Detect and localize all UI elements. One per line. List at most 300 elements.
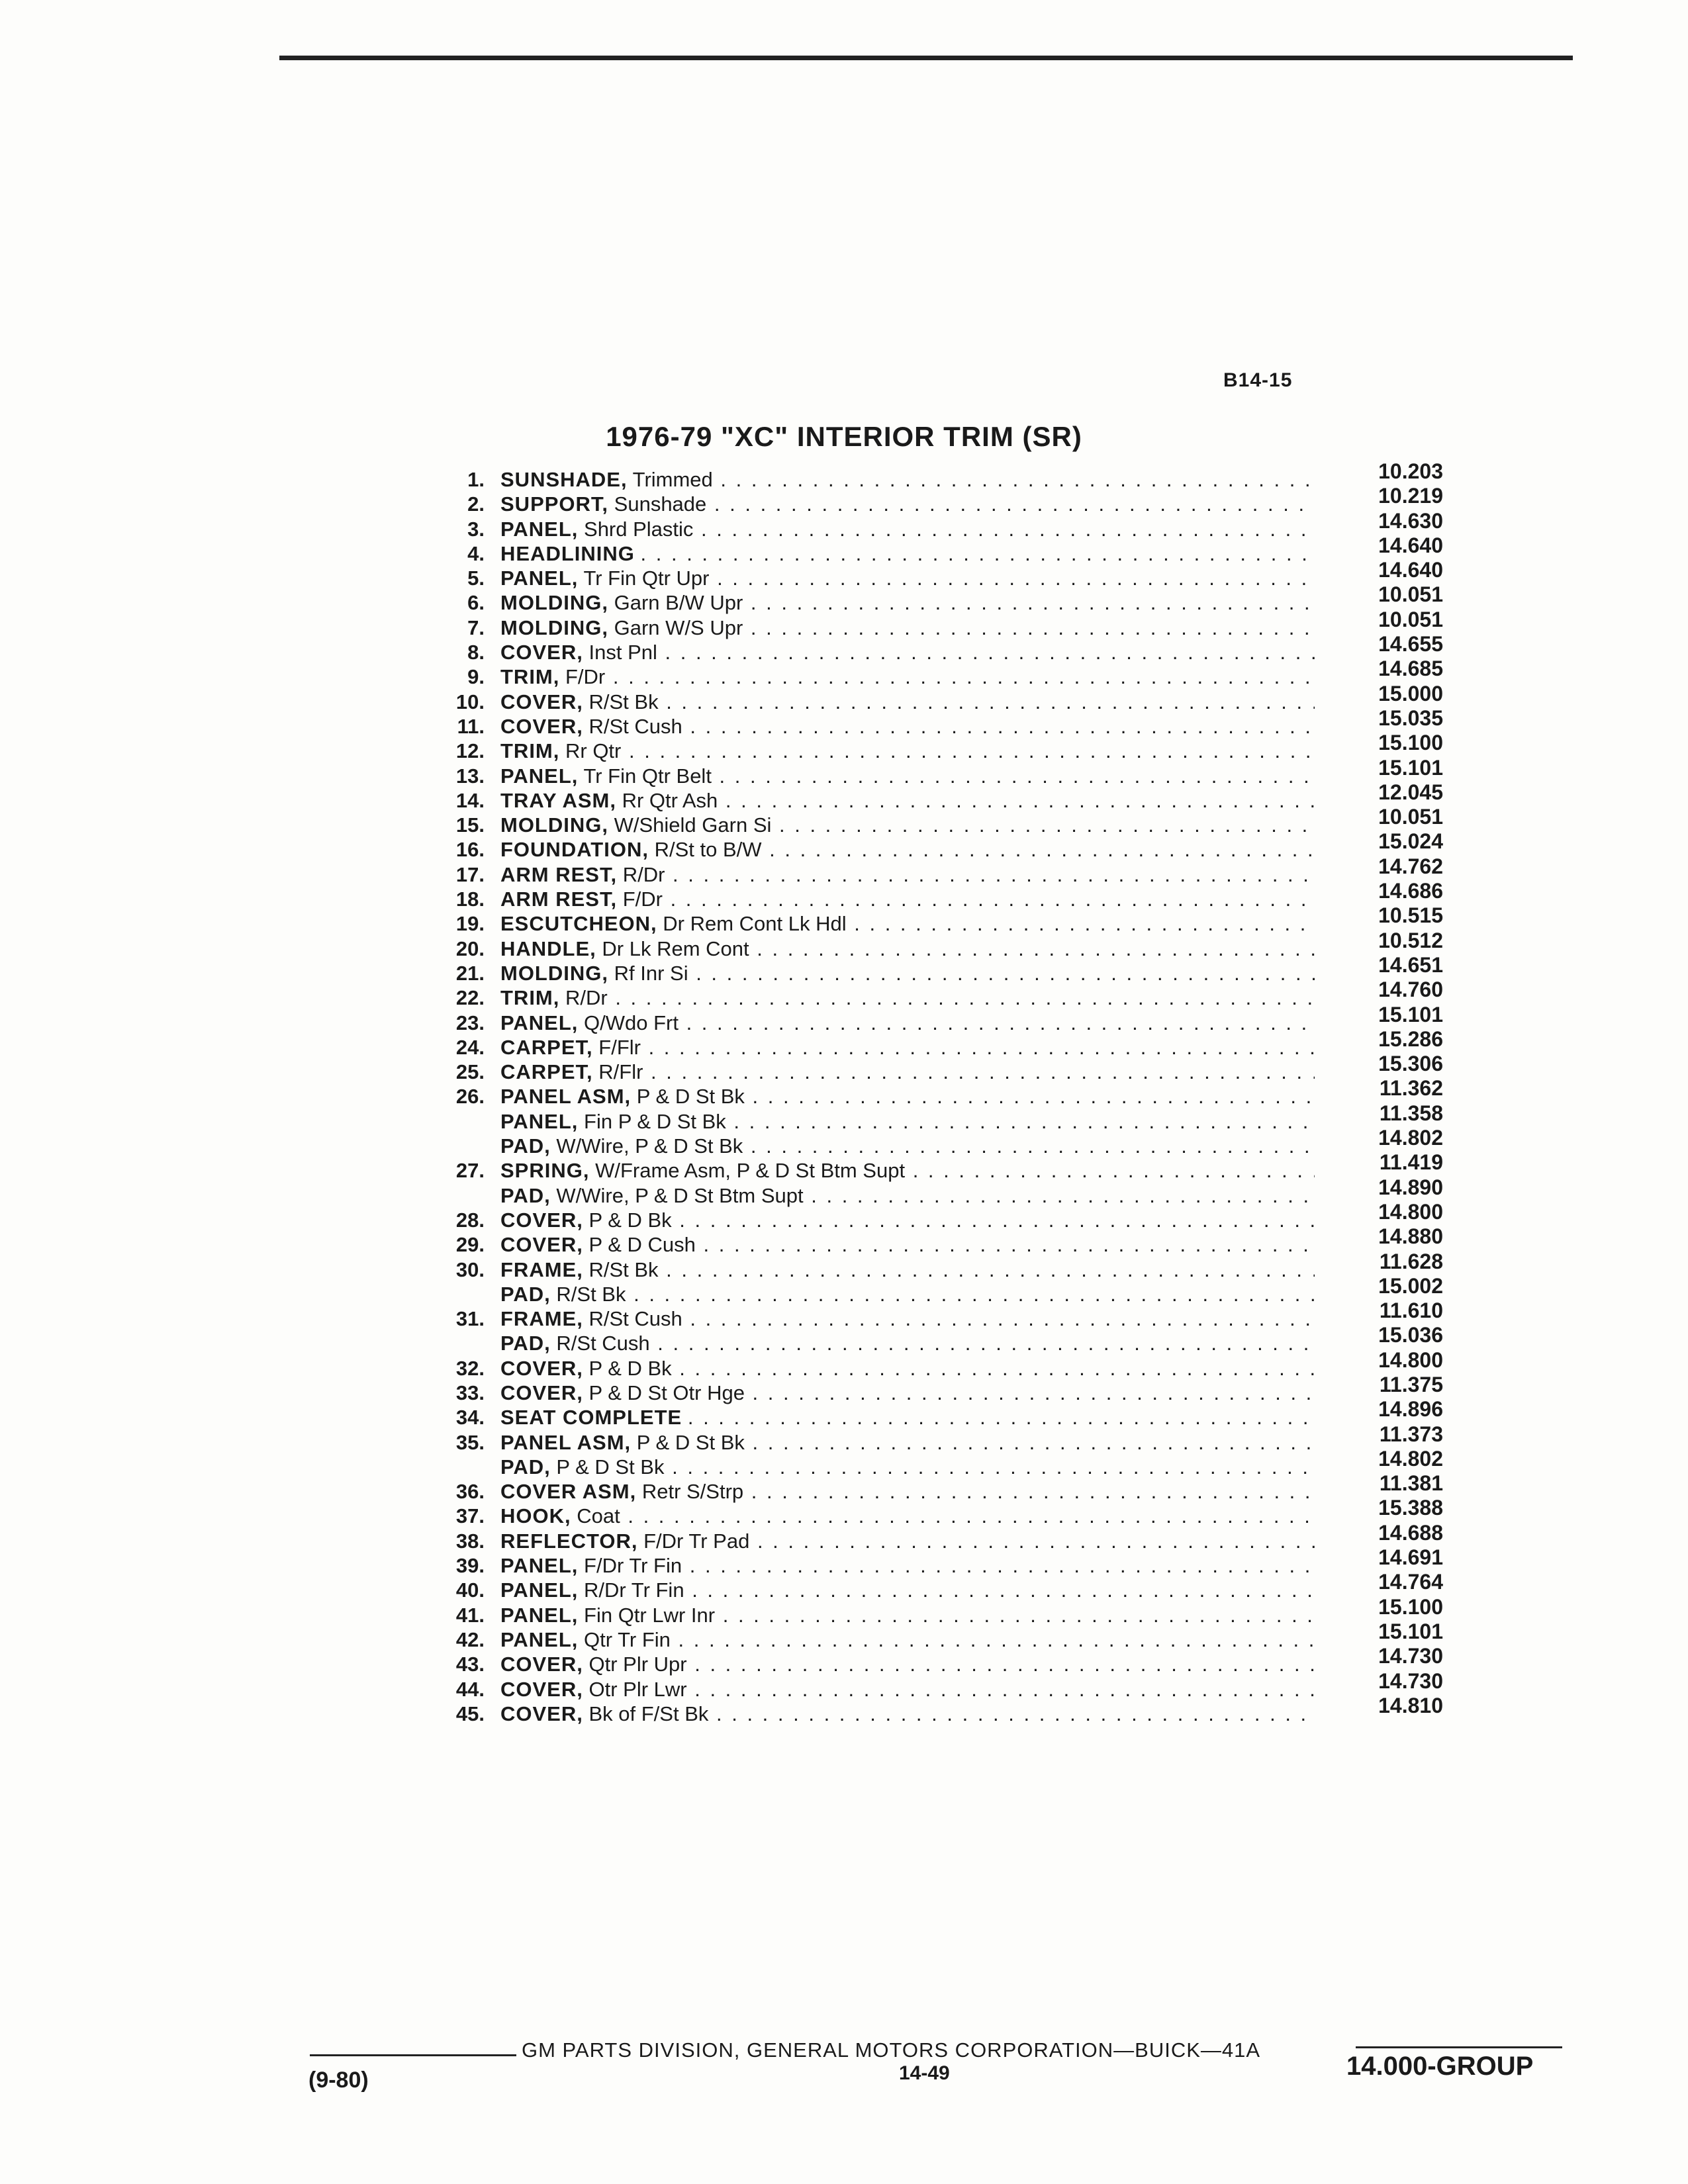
item-description: R/St Cush xyxy=(588,1307,682,1331)
item-group-number: 14.730 xyxy=(1378,1668,1443,1693)
item-label xyxy=(500,936,1315,961)
item-group-number: 15.101 xyxy=(1378,1619,1443,1643)
item-number: 7. xyxy=(467,615,485,639)
list-item xyxy=(424,632,1443,664)
item-group-number: 11.610 xyxy=(1379,1298,1443,1323)
item-description: R/Dr xyxy=(565,986,608,1010)
item-description: F/Dr Tr Pad xyxy=(643,1529,750,1553)
item-group-number: 14.688 xyxy=(1378,1520,1443,1545)
list-item xyxy=(424,780,1443,813)
item-number: 3. xyxy=(467,517,485,541)
item-number: 11. xyxy=(457,714,485,738)
item-label xyxy=(500,1306,1315,1331)
item-group-number: 14.685 xyxy=(1378,657,1443,681)
item-description: Trimmed xyxy=(632,468,713,491)
item-description: Inst Pnl xyxy=(588,641,657,664)
item-number: 37. xyxy=(455,1504,485,1528)
list-item xyxy=(424,1644,1443,1676)
item-label xyxy=(500,566,1315,590)
item-label xyxy=(500,1405,1315,1430)
item-label xyxy=(500,1282,1315,1306)
item-part-name: COVER, xyxy=(500,690,583,713)
item-label xyxy=(500,1479,1315,1504)
item-label xyxy=(500,714,1315,739)
item-part-name: MOLDING, xyxy=(500,961,608,985)
item-part-name: SEAT COMPLETE xyxy=(500,1406,682,1430)
item-label xyxy=(500,837,1315,862)
item-description: F/Dr xyxy=(565,665,606,689)
list-item xyxy=(424,459,1443,492)
item-part-name: SPRING, xyxy=(500,1159,590,1183)
page-code: B14-15 xyxy=(1223,369,1293,391)
item-number: 41. xyxy=(455,1603,485,1627)
item-group-number: 14.802 xyxy=(1378,1126,1443,1150)
item-number: 26. xyxy=(455,1085,485,1109)
item-number: 24. xyxy=(455,1035,485,1059)
item-label xyxy=(500,467,1315,492)
item-label xyxy=(500,764,1315,788)
item-number: 4. xyxy=(467,541,485,565)
item-description: Qtr Plr Upr xyxy=(588,1653,687,1676)
item-number: 34. xyxy=(455,1406,485,1430)
list-item xyxy=(424,1052,1443,1084)
item-label xyxy=(500,1158,1315,1183)
item-group-number: 14.762 xyxy=(1378,854,1443,878)
item-description: Dr Rem Cont Lk Hdl xyxy=(663,912,847,936)
list-item xyxy=(424,1372,1443,1405)
item-description: Fin P & D St Bk xyxy=(584,1109,726,1133)
item-description: Qtr Tr Fin xyxy=(584,1627,671,1651)
item-description: W/Frame Asm, P & D St Btm Supt xyxy=(595,1159,906,1183)
item-group-number: 10.512 xyxy=(1378,928,1443,952)
item-group-number: 14.800 xyxy=(1378,1347,1443,1372)
item-part-name: COVER ASM, xyxy=(500,1480,637,1504)
list-item xyxy=(424,484,1443,516)
item-description: Rr Qtr xyxy=(565,739,622,763)
item-label xyxy=(500,1011,1315,1035)
item-part-name: COVER, xyxy=(500,1233,583,1257)
item-description: R/St Cush xyxy=(556,1332,650,1355)
item-number: 31. xyxy=(455,1307,485,1331)
item-label xyxy=(500,1553,1315,1578)
item-number: 32. xyxy=(455,1356,485,1380)
item-part-name: MOLDING, xyxy=(500,591,608,615)
item-part-name: CARPET, xyxy=(500,1035,593,1059)
list-item xyxy=(424,1693,1443,1726)
item-number: 25. xyxy=(455,1060,485,1084)
list-item xyxy=(424,854,1443,887)
item-part-name: PANEL, xyxy=(500,1578,579,1602)
list-item xyxy=(424,1002,1443,1035)
item-part-name: COVER, xyxy=(500,1653,583,1676)
item-group-number: 10.203 xyxy=(1378,459,1443,483)
item-group-number: 14.760 xyxy=(1378,978,1443,1002)
item-number: 17. xyxy=(455,862,485,886)
item-description: R/St Bk xyxy=(588,1257,659,1281)
item-part-name: COVER, xyxy=(500,1208,583,1232)
item-part-name: PAD, xyxy=(500,1332,551,1355)
item-number: 40. xyxy=(455,1578,485,1602)
item-part-name: COVER, xyxy=(500,1677,583,1701)
list-item xyxy=(424,1347,1443,1381)
item-number: 43. xyxy=(455,1653,485,1676)
list-item xyxy=(424,1668,1443,1702)
item-description: W/Shield Garn Si xyxy=(614,813,772,837)
item-label xyxy=(500,1627,1315,1652)
item-number: 45. xyxy=(455,1702,485,1725)
item-part-name: PANEL ASM, xyxy=(500,1430,632,1454)
item-part-name: PAD, xyxy=(500,1282,551,1306)
item-label xyxy=(500,1652,1315,1676)
list-item xyxy=(424,755,1443,788)
list-item xyxy=(424,1520,1443,1553)
item-number: 20. xyxy=(455,936,485,960)
item-group-number: 11.358 xyxy=(1379,1101,1443,1125)
item-number: 44. xyxy=(455,1677,485,1701)
item-group-number: 15.100 xyxy=(1378,731,1443,755)
item-number: 28. xyxy=(455,1208,485,1232)
item-part-name: PANEL, xyxy=(500,764,579,788)
footer-rule-left xyxy=(310,2054,516,2056)
item-label xyxy=(500,1603,1315,1627)
item-number: 8. xyxy=(467,641,485,664)
item-label xyxy=(500,788,1315,813)
item-description: W/Wire, P & D St Bk xyxy=(556,1134,743,1158)
item-description: Garn W/S Upr xyxy=(614,615,743,639)
item-part-name: FRAME, xyxy=(500,1257,583,1281)
item-label xyxy=(500,1060,1315,1084)
item-part-name: HOOK, xyxy=(500,1504,571,1528)
footer-group-label: 14.000-GROUP xyxy=(1346,2052,1534,2081)
list-item xyxy=(424,1570,1443,1602)
page-title: 1976-79 "XC" INTERIOR TRIM (SR) xyxy=(606,421,1082,452)
item-label xyxy=(500,1356,1315,1381)
item-group-number: 10.219 xyxy=(1378,484,1443,508)
item-label xyxy=(500,1035,1315,1060)
list-item xyxy=(424,705,1443,739)
item-label xyxy=(500,640,1315,664)
item-label xyxy=(500,541,1315,566)
item-number: 22. xyxy=(455,986,485,1010)
item-part-name: CARPET, xyxy=(500,1060,593,1084)
item-label xyxy=(500,1257,1315,1282)
item-description: R/Dr xyxy=(622,862,665,886)
item-group-number: 14.896 xyxy=(1378,1397,1443,1422)
item-part-name: HANDLE, xyxy=(500,936,596,960)
item-group-number: 11.375 xyxy=(1379,1372,1443,1396)
item-part-name: COVER, xyxy=(500,1356,583,1380)
list-item xyxy=(424,533,1443,566)
list-item xyxy=(424,1126,1443,1158)
item-description: F/Dr xyxy=(622,887,663,911)
item-description: R/St Bk xyxy=(588,690,659,713)
item-part-name: PANEL, xyxy=(500,517,579,541)
item-label xyxy=(500,887,1315,911)
list-item xyxy=(424,1594,1443,1627)
list-item xyxy=(424,1422,1443,1455)
item-group-number: 12.045 xyxy=(1378,780,1443,804)
footer-rule-right xyxy=(1356,2046,1562,2048)
list-item xyxy=(424,558,1443,590)
item-group-number: 15.100 xyxy=(1378,1594,1443,1619)
parts-list xyxy=(424,459,1443,1726)
item-part-name: FOUNDATION, xyxy=(500,838,649,862)
item-number: 2. xyxy=(467,492,485,516)
list-item xyxy=(424,1101,1443,1134)
item-part-name: TRIM, xyxy=(500,986,560,1010)
list-item xyxy=(424,1249,1443,1282)
item-description: P & D St Otr Hge xyxy=(588,1381,745,1404)
item-group-number: 15.000 xyxy=(1378,681,1443,705)
item-number: 35. xyxy=(455,1430,485,1454)
list-item xyxy=(424,1471,1443,1504)
item-group-number: 10.051 xyxy=(1378,805,1443,829)
item-group-number: 10.515 xyxy=(1378,903,1443,928)
item-group-number: 14.802 xyxy=(1378,1446,1443,1471)
item-number: 12. xyxy=(455,739,485,763)
item-label xyxy=(500,1381,1315,1405)
item-group-number: 14.880 xyxy=(1378,1224,1443,1249)
item-number: 27. xyxy=(455,1159,485,1183)
item-group-number: 15.024 xyxy=(1378,829,1443,854)
item-label xyxy=(500,739,1315,763)
item-label xyxy=(500,1578,1315,1602)
item-description: Tr Fin Qtr Upr xyxy=(583,567,710,590)
list-item xyxy=(424,978,1443,1010)
list-item xyxy=(424,1496,1443,1528)
item-part-name: MOLDING, xyxy=(500,813,608,837)
item-part-name: PAD, xyxy=(500,1134,551,1158)
item-number: 36. xyxy=(455,1480,485,1504)
item-group-number: 14.651 xyxy=(1378,952,1443,977)
footer-date: (9-80) xyxy=(308,2068,369,2093)
item-description: R/St to B/W xyxy=(654,838,762,862)
item-part-name: COVER, xyxy=(500,1702,583,1725)
item-description: P & D Bk xyxy=(588,1356,672,1380)
item-part-name: SUNSHADE, xyxy=(500,468,628,491)
list-item xyxy=(424,1545,1443,1578)
item-group-number: 10.051 xyxy=(1378,582,1443,607)
item-label xyxy=(500,985,1315,1010)
item-group-number: 11.628 xyxy=(1379,1249,1443,1273)
item-description: F/Dr Tr Fin xyxy=(584,1554,682,1578)
item-part-name: FRAME, xyxy=(500,1307,583,1331)
item-description: Garn B/W Upr xyxy=(614,591,743,615)
item-part-name: PANEL, xyxy=(500,567,579,590)
item-group-number: 15.306 xyxy=(1378,1052,1443,1076)
item-part-name: HEADLINING xyxy=(500,541,635,565)
item-description: W/Wire, P & D St Btm Supt xyxy=(556,1183,804,1207)
item-number: 16. xyxy=(455,838,485,862)
list-item xyxy=(424,1175,1443,1208)
item-number: 9. xyxy=(467,665,485,689)
list-item xyxy=(424,1273,1443,1306)
item-description: Q/Wdo Frt xyxy=(584,1011,679,1034)
item-part-name: SUPPORT, xyxy=(500,492,609,516)
item-number: 29. xyxy=(455,1233,485,1257)
item-label xyxy=(500,492,1315,516)
item-description: R/Flr xyxy=(598,1060,643,1084)
item-label xyxy=(500,1084,1315,1109)
item-number: 10. xyxy=(455,690,485,713)
item-description: Rr Qtr Ash xyxy=(622,788,718,812)
item-group-number: 15.388 xyxy=(1378,1496,1443,1520)
item-part-name: ARM REST, xyxy=(500,887,618,911)
item-description: Sunshade xyxy=(614,492,707,516)
item-group-number: 15.036 xyxy=(1378,1323,1443,1347)
item-group-number: 14.655 xyxy=(1378,632,1443,657)
item-label xyxy=(500,690,1315,714)
item-label xyxy=(500,1455,1315,1479)
item-label xyxy=(500,517,1315,541)
item-description: R/Dr Tr Fin xyxy=(584,1578,684,1602)
item-description: Shrd Plastic xyxy=(584,517,694,541)
item-part-name: PANEL ASM, xyxy=(500,1085,632,1109)
item-part-name: TRIM, xyxy=(500,665,560,689)
item-number: 13. xyxy=(455,764,485,788)
item-part-name: TRIM, xyxy=(500,739,560,763)
item-part-name: PANEL, xyxy=(500,1554,579,1578)
item-description: P & D St Bk xyxy=(556,1455,665,1479)
item-part-name: TRAY ASM, xyxy=(500,788,616,812)
item-label xyxy=(500,615,1315,640)
item-description: Otr Plr Lwr xyxy=(588,1677,687,1701)
item-part-name: PAD, xyxy=(500,1183,551,1207)
top-rule xyxy=(279,56,1573,60)
item-label xyxy=(500,1183,1315,1208)
item-label xyxy=(500,1109,1315,1134)
list-item xyxy=(424,879,1443,911)
item-group-number: 14.730 xyxy=(1378,1644,1443,1668)
item-label xyxy=(500,1504,1315,1528)
item-description: Coat xyxy=(577,1504,620,1528)
item-number: 5. xyxy=(467,567,485,590)
item-part-name: ARM REST, xyxy=(500,862,618,886)
item-group-number: 14.686 xyxy=(1378,879,1443,903)
item-number: 33. xyxy=(455,1381,485,1404)
list-item xyxy=(424,829,1443,862)
item-description: R/St Cush xyxy=(588,714,682,738)
item-label xyxy=(500,1208,1315,1232)
footer-division: GM PARTS DIVISION, GENERAL MOTORS CORPORATION—BUICK—41A xyxy=(522,2038,1261,2062)
item-description: Fin Qtr Lwr Inr xyxy=(584,1603,716,1627)
item-group-number: 11.419 xyxy=(1379,1150,1443,1175)
list-item xyxy=(424,1150,1443,1183)
list-item xyxy=(424,1199,1443,1232)
list-item xyxy=(424,1446,1443,1479)
item-part-name: PAD, xyxy=(500,1455,551,1479)
item-number: 6. xyxy=(467,591,485,615)
item-part-name: COVER, xyxy=(500,714,583,738)
item-label xyxy=(500,961,1315,985)
item-group-number: 15.286 xyxy=(1378,1026,1443,1051)
item-description: R/St Bk xyxy=(556,1282,626,1306)
item-number: 30. xyxy=(455,1257,485,1281)
item-description: Retr S/Strp xyxy=(641,1480,744,1504)
item-description: Dr Lk Rem Cont xyxy=(602,936,749,960)
item-description: Rf Inr Si xyxy=(614,961,688,985)
item-part-name: PANEL, xyxy=(500,1011,579,1034)
item-group-number: 15.101 xyxy=(1378,755,1443,780)
list-item xyxy=(424,1323,1443,1355)
item-group-number: 15.101 xyxy=(1378,1002,1443,1026)
item-group-number: 11.373 xyxy=(1379,1422,1443,1446)
item-description: Tr Fin Qtr Belt xyxy=(583,764,712,788)
item-group-number: 11.362 xyxy=(1379,1076,1443,1101)
item-number: 38. xyxy=(455,1529,485,1553)
item-part-name: PANEL, xyxy=(500,1603,579,1627)
list-item xyxy=(424,731,1443,763)
list-item xyxy=(424,582,1443,615)
item-number: 39. xyxy=(455,1554,485,1578)
item-group-number: 14.640 xyxy=(1378,533,1443,557)
item-number: 42. xyxy=(455,1627,485,1651)
item-label xyxy=(500,1430,1315,1455)
list-item xyxy=(424,1619,1443,1652)
item-label xyxy=(500,1331,1315,1355)
item-group-number: 14.764 xyxy=(1378,1570,1443,1594)
item-part-name: PANEL, xyxy=(500,1627,579,1651)
list-item xyxy=(424,607,1443,640)
item-group-number: 14.800 xyxy=(1378,1199,1443,1224)
item-group-number: 14.890 xyxy=(1378,1175,1443,1199)
list-item xyxy=(424,1298,1443,1331)
item-label xyxy=(500,862,1315,887)
item-label xyxy=(500,911,1315,936)
item-part-name: COVER, xyxy=(500,1381,583,1404)
item-label xyxy=(500,813,1315,837)
item-group-number: 15.002 xyxy=(1378,1273,1443,1298)
list-item xyxy=(424,928,1443,961)
item-part-name: ESCUTCHEON, xyxy=(500,912,657,936)
list-item xyxy=(424,903,1443,936)
item-group-number: 10.051 xyxy=(1378,607,1443,631)
item-label xyxy=(500,1702,1315,1726)
item-number: 14. xyxy=(455,788,485,812)
item-number: 21. xyxy=(455,961,485,985)
item-group-number: 14.810 xyxy=(1378,1693,1443,1717)
list-item xyxy=(424,657,1443,689)
item-number: 18. xyxy=(455,887,485,911)
item-label xyxy=(500,1232,1315,1257)
item-description: P & D St Bk xyxy=(636,1085,745,1109)
item-part-name: MOLDING, xyxy=(500,615,608,639)
item-group-number: 15.035 xyxy=(1378,705,1443,730)
item-number: 23. xyxy=(455,1011,485,1034)
item-description: P & D Bk xyxy=(588,1208,672,1232)
item-group-number: 14.640 xyxy=(1378,558,1443,582)
item-group-number: 14.691 xyxy=(1378,1545,1443,1570)
list-item xyxy=(424,952,1443,985)
item-label xyxy=(500,590,1315,615)
list-item xyxy=(424,681,1443,714)
item-label xyxy=(500,1677,1315,1702)
item-part-name: PANEL, xyxy=(500,1109,579,1133)
list-item xyxy=(424,1224,1443,1257)
item-part-name: REFLECTOR, xyxy=(500,1529,638,1553)
item-label xyxy=(500,1529,1315,1553)
item-description: P & D St Bk xyxy=(636,1430,745,1454)
item-description: P & D Cush xyxy=(588,1233,696,1257)
item-group-number: 14.630 xyxy=(1378,508,1443,533)
list-item xyxy=(424,1026,1443,1060)
item-label xyxy=(500,1134,1315,1158)
item-description: F/Flr xyxy=(598,1035,641,1059)
list-item xyxy=(424,508,1443,541)
item-label xyxy=(500,664,1315,689)
item-part-name: COVER, xyxy=(500,641,583,664)
item-number: 1. xyxy=(467,468,485,491)
